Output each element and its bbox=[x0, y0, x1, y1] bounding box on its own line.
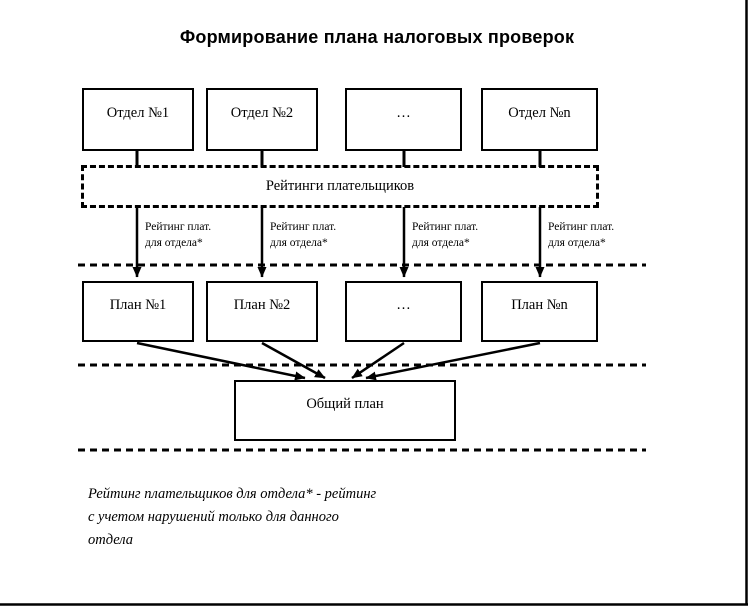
rating-annotation-1-line1: Рейтинг плат. bbox=[145, 221, 212, 233]
ratings-box-label: Рейтинги плательщиков bbox=[265, 178, 415, 194]
rating-annotation-3-line2: для отдела* bbox=[412, 236, 470, 249]
dept-box-2 bbox=[206, 88, 318, 151]
total-plan-box-label: Общий план bbox=[306, 396, 384, 412]
plan-box-2-label: План №2 bbox=[233, 296, 291, 313]
rating-annotation-3 bbox=[412, 220, 498, 251]
rating-annotation-4-line2: для отдела* bbox=[548, 236, 606, 249]
plan-box-1 bbox=[82, 281, 194, 342]
footnote-line1: Рейтинг плательщиков для отдела* - рейтинг bbox=[88, 486, 377, 502]
dept-box-2-label: Отдел №2 bbox=[230, 104, 294, 121]
plan-arrow-2 bbox=[262, 343, 325, 378]
rating-annotation-4 bbox=[548, 220, 634, 251]
plan-arrow-4 bbox=[366, 343, 540, 378]
total-plan-box bbox=[234, 380, 456, 441]
rating-annotation-1 bbox=[145, 220, 231, 251]
dept-box-n bbox=[481, 88, 598, 151]
plan-to-total-arrows bbox=[137, 343, 540, 378]
footnote-line3: отдела bbox=[88, 532, 134, 548]
footnote bbox=[88, 483, 418, 552]
rating-annotation-3-line1: Рейтинг плат. bbox=[412, 221, 479, 233]
plan-box-n-label: План №n bbox=[511, 296, 568, 313]
plan-box-ellipsis bbox=[345, 281, 462, 342]
plan-arrow-1 bbox=[137, 343, 305, 378]
plan-box-n bbox=[481, 281, 598, 342]
dept-box-ellipsis-label: … bbox=[396, 104, 411, 121]
dept-box-1-label: Отдел №1 bbox=[106, 104, 170, 121]
dept-box-1 bbox=[82, 88, 194, 151]
ratings-box bbox=[81, 165, 599, 208]
rating-annotation-4-line1: Рейтинг плат. bbox=[548, 221, 615, 233]
dept-box-n-label: Отдел №n bbox=[508, 104, 571, 121]
plan-box-1-label: План №1 bbox=[109, 296, 167, 313]
plan-box-ellipsis-label: … bbox=[396, 296, 411, 313]
footnote-line2: с учетом нарушений только для данного bbox=[88, 509, 339, 525]
diagram-title: Формирование плана налоговых проверок bbox=[179, 27, 575, 47]
rating-annotation-2-line1: Рейтинг плат. bbox=[270, 221, 337, 233]
rating-annotation-2 bbox=[270, 220, 356, 251]
rating-annotation-1-line2: для отдела* bbox=[145, 236, 203, 249]
plan-box-2 bbox=[206, 281, 318, 342]
dept-box-ellipsis bbox=[345, 88, 462, 151]
rating-annotation-2-line2: для отдела* bbox=[270, 236, 328, 249]
